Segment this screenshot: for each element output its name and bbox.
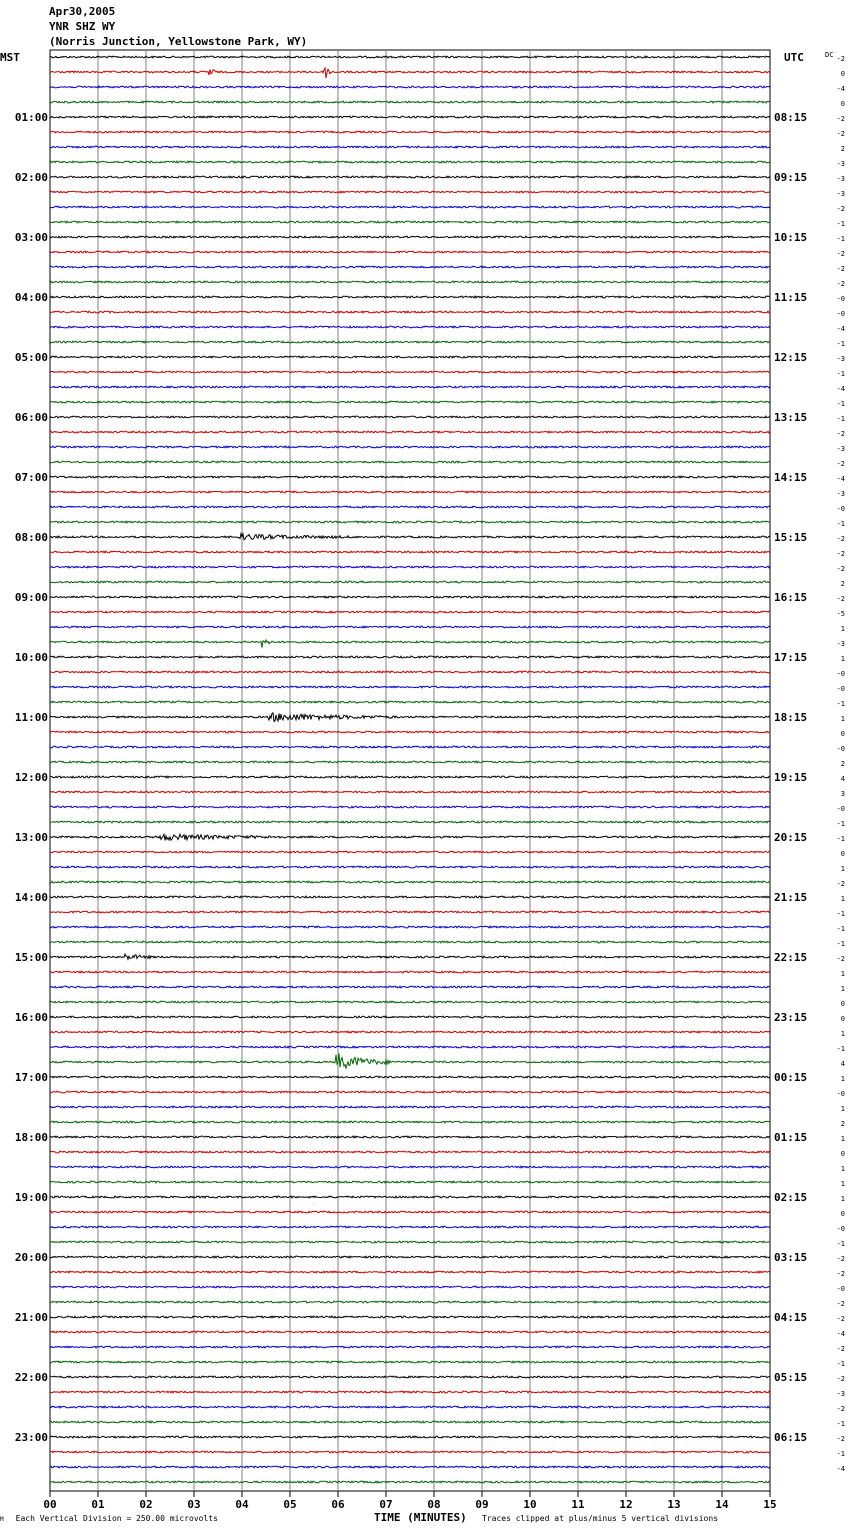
seismic-trace [50, 1211, 770, 1213]
dc-offset-label: 2 [840, 145, 845, 153]
mst-label: MST [0, 51, 20, 64]
seismic-trace [50, 1046, 770, 1048]
mst-hour-label: 13:00 [14, 831, 48, 844]
dc-label: DC [825, 51, 834, 59]
dc-offset-label: -0 [836, 505, 845, 513]
mst-hour-label: 14:00 [14, 891, 48, 904]
dc-offset-label: 1 [840, 625, 845, 633]
dc-offset-label: 0 [840, 1000, 845, 1008]
dc-offset-label: 3 [840, 790, 845, 798]
seismic-trace [50, 326, 770, 328]
dc-offset-label: -0 [836, 310, 845, 318]
seismic-trace [50, 296, 770, 298]
mst-hour-label: 11:00 [14, 711, 48, 724]
dc-offset-label: -2 [836, 535, 845, 543]
seismic-trace [50, 491, 770, 493]
utc-hour-label: 22:15 [774, 951, 808, 964]
seismic-trace [50, 521, 770, 523]
station-location: (Norris Junction, Yellowstone Park, WY) [49, 35, 308, 48]
mst-hour-label: 07:00 [14, 471, 48, 484]
seismic-trace [50, 534, 770, 540]
dc-offset-label: 1 [840, 895, 845, 903]
utc-hour-label: 23:15 [774, 1011, 808, 1024]
dc-offset-label: -2 [836, 460, 845, 468]
dc-offset-label: -2 [836, 955, 845, 963]
dc-offset-label: -0 [836, 805, 845, 813]
dc-offset-label: -2 [836, 265, 845, 273]
seismic-trace [50, 986, 770, 988]
seismic-trace [50, 640, 770, 648]
utc-hour-label: 02:15 [774, 1191, 808, 1204]
seismic-trace [50, 776, 770, 778]
dc-offset-label: 1 [840, 1135, 845, 1143]
x-tick-label: 02 [139, 1498, 153, 1511]
seismic-trace [50, 834, 770, 840]
dc-offset-label: -1 [836, 820, 845, 828]
seismic-trace [50, 581, 770, 583]
dc-offset-label: -1 [836, 1240, 845, 1248]
dc-offset-label: -1 [836, 220, 845, 228]
mst-hour-label: 08:00 [14, 531, 48, 544]
utc-hour-label: 21:15 [774, 891, 808, 904]
seismic-trace [50, 1286, 770, 1288]
x-axis-ticks [43, 1491, 776, 1511]
seismic-trace [50, 416, 770, 418]
dc-offset-label: -3 [836, 445, 845, 453]
dc-offset-label: -1 [836, 1045, 845, 1053]
dc-offset-label: -2 [836, 550, 845, 558]
mst-hour-label: 10:00 [14, 651, 48, 664]
mst-hour-label: 01:00 [14, 111, 48, 124]
utc-hour-label: 00:15 [774, 1071, 808, 1084]
seismic-trace [50, 1481, 770, 1483]
scale-note-text: Each Vertical Division = 250.00 microvolts [15, 1514, 218, 1523]
mst-hour-label: 09:00 [14, 591, 48, 604]
dc-offset-label: -1 [836, 340, 845, 348]
dc-offset-label: -2 [836, 1315, 845, 1323]
x-tick-label: 00 [43, 1498, 57, 1511]
seismic-trace [50, 431, 770, 433]
trace-group [50, 56, 770, 1483]
seismic-trace [50, 926, 770, 928]
seismic-trace [50, 1346, 770, 1348]
utc-hour-label: 19:15 [774, 771, 808, 784]
seismic-trace [50, 86, 770, 88]
seismic-trace [50, 1436, 770, 1438]
seismic-trace [50, 1016, 770, 1018]
dc-offset-label: -2 [836, 55, 845, 63]
dc-offset-label: -3 [836, 190, 845, 198]
dc-offset-label: 1 [840, 865, 845, 873]
seismic-trace [50, 251, 770, 253]
utc-hour-label: 11:15 [774, 291, 808, 304]
seismic-trace [50, 236, 770, 238]
dc-offset-label: -2 [836, 250, 845, 258]
dc-offset-label: -1 [836, 940, 845, 948]
seismic-trace [50, 1196, 770, 1198]
seismic-trace [50, 626, 770, 628]
seismic-trace [50, 1331, 770, 1333]
seismic-trace [50, 954, 770, 959]
seismic-trace [50, 1271, 770, 1273]
seismic-trace [50, 476, 770, 478]
dc-offset-label: -0 [836, 295, 845, 303]
seismic-trace [50, 68, 770, 78]
seismic-trace [50, 341, 770, 343]
utc-hour-label: 16:15 [774, 591, 808, 604]
x-tick-label: 07 [379, 1498, 393, 1511]
dc-offset-label: -1 [836, 400, 845, 408]
seismic-trace [50, 311, 770, 313]
utc-hour-label: 03:15 [774, 1251, 808, 1264]
seismic-trace [50, 1256, 770, 1258]
dc-offset-label: -0 [836, 685, 845, 693]
utc-hour-label: 20:15 [774, 831, 808, 844]
dc-offset-label: 0 [840, 1150, 845, 1158]
mst-hour-label: 12:00 [14, 771, 48, 784]
seismic-trace [50, 101, 770, 103]
seismic-trace [50, 1316, 770, 1318]
mst-hour-label: 17:00 [14, 1071, 48, 1084]
seismic-trace [50, 1054, 770, 1069]
x-tick-label: 05 [283, 1498, 297, 1511]
utc-hour-label: 15:15 [774, 531, 808, 544]
seismic-trace [50, 941, 770, 943]
dc-offset-label: 0 [840, 850, 845, 858]
dc-offset-label: 1 [840, 655, 845, 663]
seismic-trace [50, 1136, 770, 1138]
dc-offset-label: -2 [836, 1300, 845, 1308]
seismic-trace [50, 761, 770, 763]
seismic-trace [50, 1151, 770, 1153]
dc-offset-label: 0 [840, 1210, 845, 1218]
plot-frame [50, 50, 770, 1491]
dc-offset-label: -1 [836, 520, 845, 528]
mst-hour-label: 06:00 [14, 411, 48, 424]
seismic-trace [50, 866, 770, 868]
seismic-trace [50, 1301, 770, 1303]
seismic-trace [50, 1001, 770, 1003]
dc-offset-label: -2 [836, 430, 845, 438]
dc-offset-label: -2 [836, 1405, 845, 1413]
x-tick-label: 13 [667, 1498, 681, 1511]
seismic-trace [50, 1361, 770, 1363]
dc-offset-label: 4 [840, 775, 845, 783]
utc-label: UTC [784, 51, 804, 64]
x-tick-label: 01 [91, 1498, 105, 1511]
dc-offset-label: -1 [836, 1420, 845, 1428]
mst-hour-label: 23:00 [14, 1431, 48, 1444]
mst-hour-label: 21:00 [14, 1311, 48, 1324]
seismic-trace [50, 731, 770, 733]
dc-offset-label: 1 [840, 1030, 845, 1038]
utc-hour-label: 18:15 [774, 711, 808, 724]
dc-offset-label: -2 [836, 565, 845, 573]
seismic-trace [50, 401, 770, 403]
seismic-trace [50, 131, 770, 133]
utc-hour-label: 13:15 [774, 411, 808, 424]
dc-offset-label: -4 [836, 85, 845, 93]
dc-offset-label: -2 [836, 1375, 845, 1383]
seismic-trace [50, 191, 770, 193]
dc-offset-label: -5 [836, 610, 845, 618]
x-tick-label: 15 [763, 1498, 777, 1511]
dc-offset-label: -2 [836, 595, 845, 603]
mst-hour-label: 20:00 [14, 1251, 48, 1264]
seismic-trace [50, 1031, 770, 1033]
dc-offset-label: -0 [836, 1285, 845, 1293]
dc-offset-label: 1 [840, 1165, 845, 1173]
dc-offset-label: -1 [836, 370, 845, 378]
dc-offset-label: -1 [836, 415, 845, 423]
seismic-trace [50, 1226, 770, 1228]
dc-offset-label: 1 [840, 1195, 845, 1203]
seismic-trace [50, 161, 770, 163]
seismic-trace [50, 356, 770, 358]
utc-hour-label: 14:15 [774, 471, 808, 484]
dc-offset-label: 1 [840, 970, 845, 978]
seismic-trace [50, 1106, 770, 1108]
dc-offset-label: -4 [836, 475, 845, 483]
dc-offset-label: -2 [836, 205, 845, 213]
dc-offset-label: 2 [840, 1120, 845, 1128]
x-tick-label: 03 [187, 1498, 201, 1511]
utc-hour-label: 01:15 [774, 1131, 808, 1144]
scale-note [0, 1514, 218, 1523]
dc-offset-label: -4 [836, 1330, 845, 1338]
seismic-trace [50, 791, 770, 793]
mst-hour-label: 15:00 [14, 951, 48, 964]
seismic-trace [50, 551, 770, 553]
dc-offset-label: -2 [836, 1270, 845, 1278]
seismic-trace [50, 896, 770, 898]
seismic-trace [50, 1181, 770, 1183]
utc-hour-label: 08:15 [774, 111, 808, 124]
mst-hour-label: 02:00 [14, 171, 48, 184]
dc-offset-label: -3 [836, 160, 845, 168]
dc-offset-label: -1 [836, 1360, 845, 1368]
seismic-trace [50, 386, 770, 388]
dc-offset-label: -3 [836, 490, 845, 498]
seismic-trace [50, 446, 770, 448]
utc-hour-label: 10:15 [774, 231, 808, 244]
dc-offset-label: 1 [840, 1105, 845, 1113]
dc-offset-label: -2 [836, 115, 845, 123]
x-tick-label: 08 [427, 1498, 441, 1511]
dc-offset-label: 0 [840, 70, 845, 78]
mst-hour-label: 05:00 [14, 351, 48, 364]
dc-offset-label: -0 [836, 670, 845, 678]
seismic-trace [50, 656, 770, 658]
mst-hour-label: 16:00 [14, 1011, 48, 1024]
dc-offset-label: 2 [840, 580, 845, 588]
x-tick-label: 10 [523, 1498, 537, 1511]
seismic-trace [50, 281, 770, 283]
seismic-trace [50, 566, 770, 568]
dc-offset-label: 0 [840, 730, 845, 738]
utc-hour-labels [774, 111, 807, 1444]
utc-hour-label: 17:15 [774, 651, 808, 664]
seismic-trace [50, 1451, 770, 1453]
seismic-trace [50, 971, 770, 973]
x-tick-label: 14 [715, 1498, 729, 1511]
seismic-trace [50, 911, 770, 913]
x-axis-title: TIME (MINUTES) [374, 1511, 467, 1524]
seismic-trace [50, 56, 770, 58]
seismic-trace [50, 851, 770, 853]
x-tick-label: 04 [235, 1498, 249, 1511]
dc-offset-label: 1 [840, 1075, 845, 1083]
dc-offset-label: -4 [836, 325, 845, 333]
mst-hour-labels [15, 111, 48, 1444]
dc-offset-label: -0 [836, 745, 845, 753]
seismic-trace [50, 1376, 770, 1378]
corner-mark: M [0, 1516, 4, 1523]
seismic-trace [50, 461, 770, 463]
seismic-trace [50, 146, 770, 148]
dc-offset-label: -0 [836, 1225, 845, 1233]
seismic-trace [50, 1091, 770, 1093]
dc-offset-label: -2 [836, 280, 845, 288]
station-code: YNR SHZ WY [49, 20, 116, 33]
dc-offset-label: 0 [840, 1015, 845, 1023]
seismic-trace [50, 686, 770, 688]
seismic-trace [50, 713, 770, 722]
mst-hour-label: 19:00 [14, 1191, 48, 1204]
seismic-trace [50, 1466, 770, 1468]
chart-date: Apr30,2005 [49, 5, 116, 18]
seismic-trace [50, 881, 770, 883]
x-tick-label: 09 [475, 1498, 489, 1511]
dc-offset-label: -2 [836, 130, 845, 138]
utc-hour-label: 09:15 [774, 171, 808, 184]
dc-offset-label: -3 [836, 640, 845, 648]
dc-offset-label: -1 [836, 835, 845, 843]
seismic-trace [50, 596, 770, 598]
seismic-trace [50, 611, 770, 613]
dc-offset-label: -4 [836, 1465, 845, 1473]
clip-note: Traces clipped at plus/minus 5 vertical divisions [482, 1514, 719, 1523]
dc-offset-label: -2 [836, 1435, 845, 1443]
seismic-trace [50, 221, 770, 223]
dc-offset-label: -1 [836, 700, 845, 708]
seismic-trace [50, 266, 770, 268]
dc-offset-label: 1 [840, 715, 845, 723]
seismic-trace [50, 116, 770, 118]
seismic-trace [50, 176, 770, 178]
x-tick-label: 12 [619, 1498, 633, 1511]
dc-offset-label: -1 [836, 1450, 845, 1458]
dc-offset-label: 1 [840, 985, 845, 993]
seismic-trace [50, 806, 770, 808]
seismic-trace [50, 1406, 770, 1408]
dc-offset-label: -2 [836, 880, 845, 888]
mst-hour-label: 22:00 [14, 1371, 48, 1384]
utc-hour-label: 06:15 [774, 1431, 808, 1444]
seismic-trace [50, 1241, 770, 1243]
seismic-trace [50, 1121, 770, 1123]
seismic-trace [50, 746, 770, 748]
seismic-trace [50, 371, 770, 373]
dc-offset-label: 0 [840, 100, 845, 108]
dc-offset-label: -4 [836, 385, 845, 393]
dc-offset-label: -3 [836, 175, 845, 183]
seismic-trace [50, 1421, 770, 1423]
utc-hour-label: 04:15 [774, 1311, 808, 1324]
utc-hour-label: 05:15 [774, 1371, 808, 1384]
dc-offset-label: -2 [836, 1345, 845, 1353]
x-tick-label: 11 [571, 1498, 585, 1511]
dc-offset-label: 2 [840, 760, 845, 768]
seismic-trace [50, 701, 770, 703]
dc-offset-label: -3 [836, 1390, 845, 1398]
seismic-trace [50, 1391, 770, 1393]
dc-offset-label: -3 [836, 355, 845, 363]
dc-offset-labels [837, 55, 845, 1473]
dc-offset-label: -2 [836, 1255, 845, 1263]
dc-offset-label: 4 [840, 1060, 845, 1068]
utc-hour-label: 12:15 [774, 351, 808, 364]
seismic-trace [50, 671, 770, 673]
dc-offset-label: 1 [840, 1180, 845, 1188]
mst-hour-label: 03:00 [14, 231, 48, 244]
seismic-trace [50, 1166, 770, 1168]
mst-hour-label: 18:00 [14, 1131, 48, 1144]
seismic-trace [50, 1076, 770, 1078]
x-tick-label: 06 [331, 1498, 345, 1511]
dc-offset-label: -1 [836, 910, 845, 918]
dc-offset-label: -1 [836, 925, 845, 933]
seismic-trace [50, 206, 770, 208]
dc-offset-label: -1 [836, 235, 845, 243]
dc-offset-label: -0 [836, 1090, 845, 1098]
seismic-trace [50, 821, 770, 823]
mst-hour-label: 04:00 [14, 291, 48, 304]
seismic-trace [50, 506, 770, 508]
